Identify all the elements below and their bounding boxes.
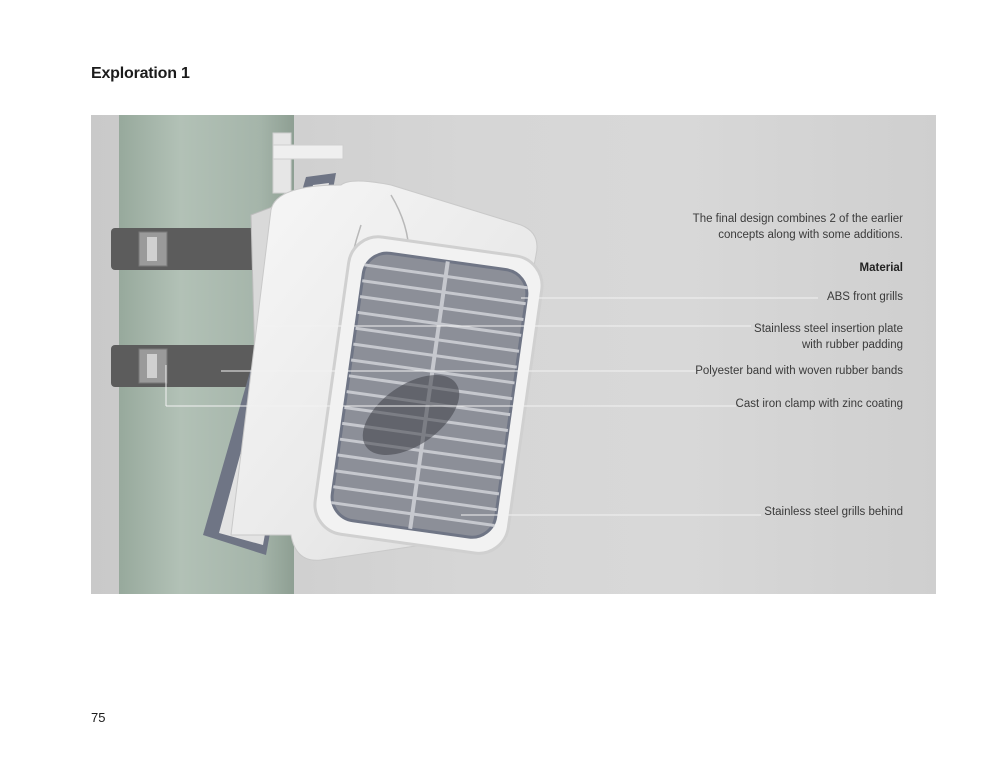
upper-strap — [111, 228, 261, 270]
callout-stainless-grills-behind: Stainless steel grills behind — [764, 506, 903, 518]
material-heading: Material — [859, 262, 903, 274]
page-title: Exploration 1 — [91, 65, 190, 82]
callout-polyester-band: Polyester band with woven rubber bands — [695, 365, 903, 377]
figure-description: The final design combines 2 of the earlier concepts along with some additions. — [692, 213, 903, 241]
product-render-figure — [91, 115, 936, 594]
page-number: 75 — [91, 710, 106, 725]
front-grill — [311, 233, 546, 557]
lower-strap — [111, 345, 261, 387]
callout-insertion-plate: Stainless steel insertion plate with rubber padding — [754, 323, 903, 351]
callout-abs-front-grills: ABS front grills — [826, 291, 903, 303]
fan-illustration — [91, 115, 936, 594]
callout-cast-iron-clamp: Cast iron clamp with zinc coating — [735, 398, 903, 410]
top-bracket — [273, 133, 291, 193]
